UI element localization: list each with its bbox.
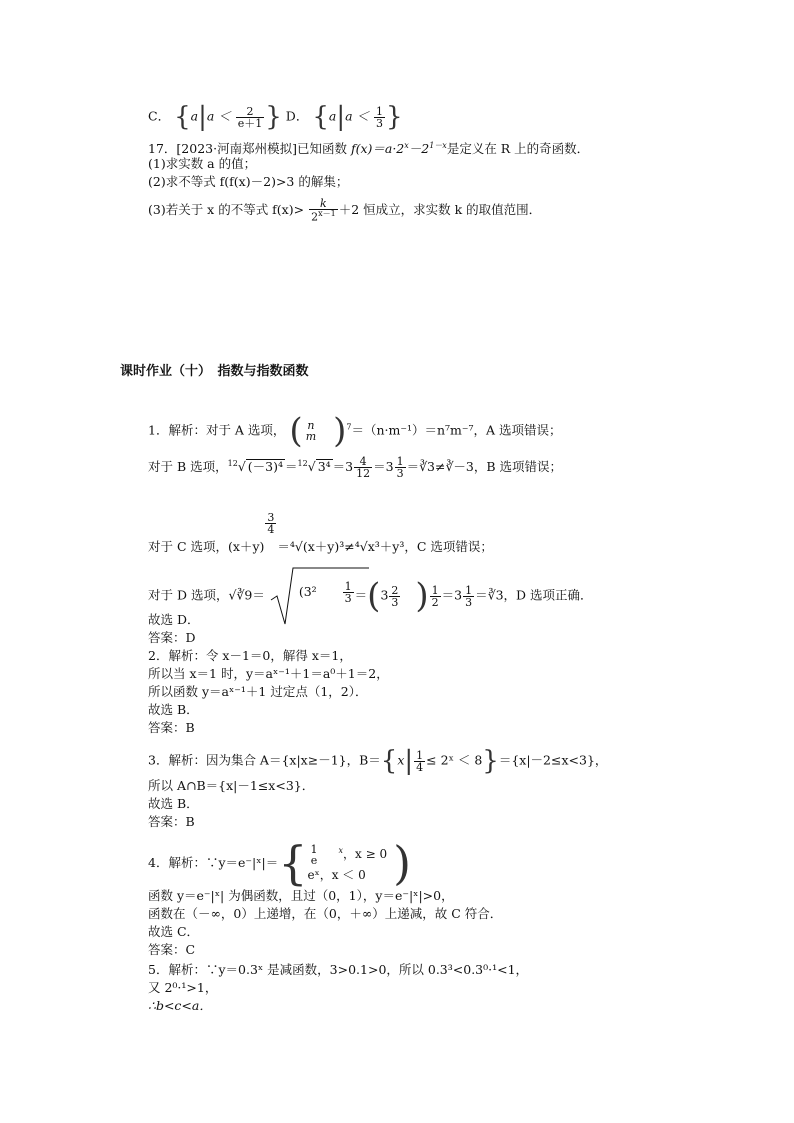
set-bar: | [198, 102, 207, 132]
fraction-1-over-2: $\frac{1}{2}$ [431, 583, 439, 609]
part-3-prefix: (3)若关于 x 的不等式 f(x)> [148, 201, 305, 217]
solution-1-c-tail: ＝⁴√(x＋y)³≠⁴√x³＋y³，C 选项错误； [277, 539, 493, 554]
solution-4-choose: 故选 C． [148, 924, 200, 939]
solution-3-answer: 答案：B [148, 814, 195, 829]
solution-1-a-rest: ＝（n·m⁻¹）＝n⁷m⁻⁷，A 选项错误； [351, 422, 562, 438]
fraction-1-over-e: 1 e [310, 842, 318, 867]
equals-3: ＝3 [441, 587, 463, 603]
exponent: x [338, 846, 344, 856]
solution-2-answer: 答案：B [148, 720, 195, 735]
solution-1-b-tail: ＝∛3≠∛－3，B 选项错误； [406, 459, 563, 475]
solution-5-line-3: ∴b<c<a． [148, 998, 212, 1013]
set-variable: x [397, 752, 405, 768]
fraction-k-over-power: $\frac{k}{2^{x-1}}$ [311, 197, 336, 224]
solution-4-line-1 [148, 836, 412, 890]
solution-4-line-2: 函数 y＝e⁻|ˣ| 为偶函数，且过（0，1），y＝e⁻|ˣ|>0， [148, 888, 454, 903]
set-condition: a ＜ [345, 108, 370, 124]
part-3-suffix: ＋2 恒成立，求实数 k 的取值范围． [338, 201, 542, 217]
equals: ＝ [354, 587, 368, 603]
right-brace: } [265, 102, 282, 132]
solution-1-a-prefix: 1．解析：对于 A 选项， [148, 422, 286, 438]
function-expression: f(x)＝a·2 [350, 141, 405, 157]
option-c-label: C． [148, 108, 171, 124]
exponent: 1－x [429, 141, 447, 150]
root-index: 12 [297, 459, 308, 468]
left-brace: { [312, 102, 329, 132]
fraction-2-over-3: $\frac{2}{3}$ [391, 583, 399, 609]
left-paren: ( [289, 411, 303, 451]
solution-3-prefix: 3．解析：因为集合 A＝{x|x≥－1}，B＝ [148, 752, 381, 768]
right-paren: ) [333, 411, 347, 451]
solution-4-line-3: 函数在（－∞，0）上递增，在（0，＋∞）上递减，故 C 符合． [148, 906, 503, 921]
problem-17-part-3 [148, 198, 541, 223]
fraction-4-over-12: $\frac{4}{12}$ [356, 455, 371, 481]
fraction-2-over-e-plus-1: $\frac{2}{e+1}$ [237, 104, 263, 130]
equals: ＝ [285, 459, 298, 475]
solution-1-answer: 答案：D [148, 630, 196, 645]
problem-17-part-1: (1)求实数 a 的值； [148, 156, 257, 171]
fraction-3-over-4: $\frac{3}{4}$ [267, 511, 275, 536]
set-condition: ≤ 2ˣ ＜ 8 [426, 752, 483, 768]
set-bar: | [404, 746, 414, 776]
solution-1-b: 对于 B 选项，$^{12}$√ (－3)⁴ ＝$^{12}$√ 3⁴ ＝3 $\frac{4}{12}$ ＝3 $\frac{1}{3}$ ＝∛3≠∛－3，B 选项错误； [148, 455, 563, 481]
solution-2-choose: 故选 B． [148, 702, 199, 717]
left-brace: { [380, 746, 398, 776]
solution-3-line-2: 所以 A∩B＝{x|－1≤x<3}． [148, 778, 315, 793]
exponent: x [404, 141, 409, 150]
set-variable: a [190, 108, 199, 124]
right-paren: ) [393, 836, 412, 890]
solution-3-tail: ＝{x|－2≤x<3}， [498, 752, 608, 768]
fraction-n-over-m: n m [305, 419, 317, 443]
problem-17-part-2: (2)求不等式 f(f(x)－2)>3 的解集； [148, 174, 349, 189]
problem-17-prefix: 17．[2023·河南郑州模拟]已知函数 [148, 141, 347, 157]
solution-1-d-prefix: 对于 D 选项，√∛9＝ [148, 587, 265, 603]
fraction-1-over-3: $\frac{1}{3}$ [376, 104, 383, 130]
problem-17-suffix: 是定义在 R 上的奇函数． [446, 141, 590, 157]
solution-2-line-2: 所以当 x＝1 时，y＝aˣ⁻¹＋1＝a⁰＋1＝2， [148, 666, 389, 681]
solution-1-c [148, 512, 493, 555]
left-brace: { [174, 102, 191, 132]
right-paren: ) [415, 576, 429, 616]
left-brace: { [278, 836, 308, 890]
fraction-1-over-3: $\frac{1}{3}$ [465, 583, 473, 609]
set-bar: | [336, 102, 346, 132]
base: 3 [380, 587, 389, 603]
fraction-1-over-4: $\frac{1}{4}$ [416, 748, 424, 774]
solution-2-line-3: 所以函数 y＝aˣ⁻¹＋1 过定点（1，2）． [148, 684, 368, 699]
solution-5-line-2: 又 2⁰·¹>1， [148, 980, 218, 995]
fraction-1-over-3: $\frac{1}{3}$ [344, 579, 352, 605]
solution-1-choose: 故选 D． [148, 612, 200, 627]
set-condition: a ＜ [206, 108, 231, 124]
solution-1-d-tail: ＝∛3，D 选项正确． [475, 587, 593, 603]
right-brace: } [386, 102, 403, 132]
root-index: 12 [227, 459, 238, 468]
section-title: 课时作业（十） 指数与指数函数 [120, 364, 309, 379]
solution-2-line-1: 2．解析：令 x－1＝0，解得 x＝1， [148, 648, 352, 663]
case-1-condition: ，x ≥ 0 [343, 847, 388, 862]
root-body: (－3)⁴ [247, 459, 284, 475]
solution-1-b-prefix: 对于 B 选项， [148, 459, 228, 475]
solution-1-c-prefix: 对于 C 选项，(x＋y) [148, 539, 265, 554]
exponent: 7 [346, 422, 352, 432]
solution-3-line-1 [148, 748, 607, 774]
solution-1-a [148, 411, 562, 451]
function-expression-mid: －2 [408, 141, 430, 157]
fraction-1-over-3: $\frac{1}{3}$ [396, 455, 404, 481]
problem-17-stem [148, 138, 589, 157]
root-inner: (3² [298, 583, 317, 599]
solution-1-d [148, 566, 593, 626]
option-c-d-line [148, 104, 403, 130]
solution-4-prefix: 4．解析：∵y＝e⁻|ˣ|＝ [148, 855, 279, 870]
equals-3: ＝3 [373, 459, 394, 475]
solution-3-choose: 故选 B． [148, 796, 199, 811]
equals-3: ＝3 [332, 459, 354, 475]
set-variable: a [328, 108, 337, 124]
right-brace: } [482, 746, 499, 776]
solution-4-answer: 答案：C [148, 942, 196, 957]
case-2: eˣ，x ＜ 0 [307, 867, 366, 882]
left-paren: ( [367, 576, 381, 616]
solution-5-line-1: 5．解析：∵y＝0.3ˣ 是减函数，3>0.1>0，所以 0.3³<0.3⁰·¹<1， [148, 962, 529, 977]
option-d-label: D． [285, 108, 309, 124]
root-body: 3⁴ [317, 459, 331, 475]
piecewise-cases [308, 842, 388, 884]
